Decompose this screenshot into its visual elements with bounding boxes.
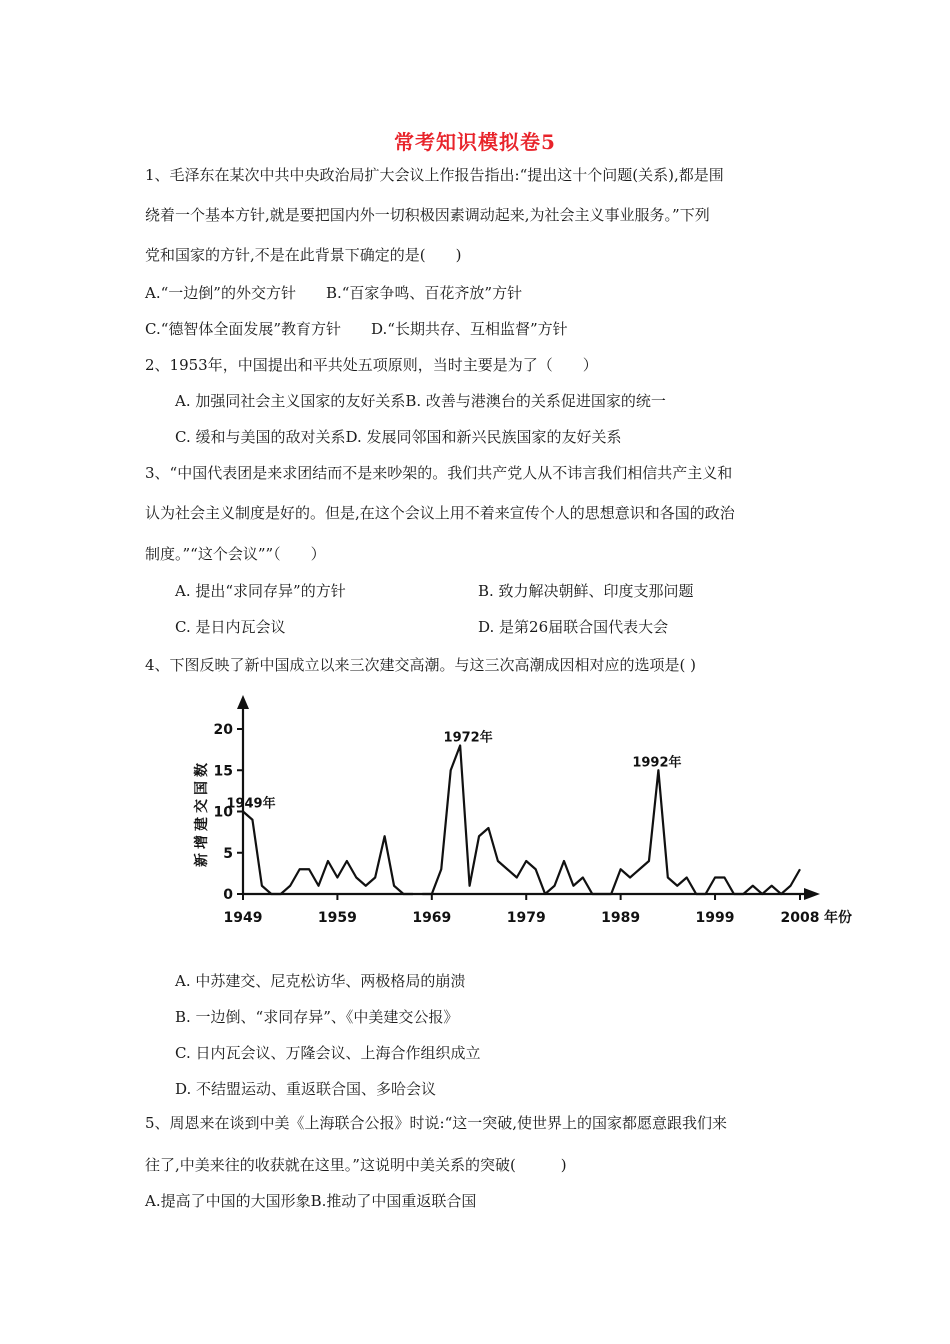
- diplomatic-relations-chart: [180, 695, 860, 935]
- q5-line-2: 往了,中美来往的收获就在这里。”这说明中美关系的突破( ): [145, 1156, 567, 1174]
- x-tick-label: 1959: [317, 910, 357, 926]
- q3-option-c: C. 是日内瓦会议: [175, 618, 286, 636]
- series-line: [243, 746, 800, 895]
- q3-option-d: D. 是第26届联合国代表大会: [478, 618, 669, 636]
- y-tick-label: 20: [213, 722, 233, 738]
- y-ticks: [214, 722, 243, 903]
- annotation-label: 1992年: [632, 755, 682, 771]
- x-axis-arrow: [804, 888, 820, 900]
- q4-stem: 4、下图反映了新中国成立以来三次建交高潮。与这三次高潮成因相对应的选项是( ): [145, 656, 697, 674]
- q3-option-a: A. 提出“求同存异”的方针: [175, 582, 346, 600]
- y-tick-label: 15: [213, 763, 233, 780]
- series-segment: [243, 812, 413, 895]
- x-tick-label: 1969: [412, 910, 452, 926]
- x-tick-label: 1949: [223, 910, 263, 926]
- q1-line-3: 党和国家的方针,不是在此背景下确定的是( ): [145, 246, 462, 264]
- q1-options-ab: A.“一边倒”的外交方针 B.“百家争鸣、百花齐放”方针: [145, 284, 523, 302]
- q4-option-a: A. 中苏建交、尼克松访华、两极格局的崩溃: [175, 972, 466, 990]
- q2-options-cd: C. 缓和与美国的敌对关系D. 发展同邻国和新兴民族国家的友好关系: [175, 428, 622, 446]
- q3-line-2: 认为社会主义制度是好的。但是,在这个会议上用不着来宣传个人的思想意识和各国的政治: [145, 504, 735, 522]
- q5-line-1: 5、周恩来在谈到中美《上海联合公报》时说:“这一突破,使世界上的国家都愿意跟我们来: [145, 1114, 728, 1132]
- x-ticks: [224, 894, 820, 926]
- y-tick-label: 10: [213, 804, 233, 821]
- annotations: [226, 730, 681, 812]
- q2-stem: 2、1953年，中国提出和平共处五项原则，当时主要是为了（ ）: [145, 356, 598, 374]
- annotation-label: 1972年: [443, 730, 493, 746]
- x-tick-label: 2008: [780, 910, 820, 926]
- y-axis-arrow: [237, 695, 249, 709]
- q3-line-3: 制度。”“这个会议””（ ）: [145, 545, 326, 563]
- x-tick-label: 1989: [601, 910, 641, 926]
- annotation-label: 1949年: [226, 796, 276, 812]
- x-axis-label: 年份: [824, 910, 852, 926]
- q4-option-c: C. 日内瓦会议、万隆会议、上海合作组织成立: [175, 1044, 481, 1062]
- y-tick-label: 0: [223, 887, 233, 903]
- q4-option-b: B. 一边倒、“求同存异”、《中美建交公报》: [175, 1008, 459, 1026]
- y-tick-label: 5: [223, 845, 233, 862]
- q1-line-1: 1、毛泽东在某次中共中央政治局扩大会议上作报告指出:“提出这十个问题(关系),都是围: [145, 166, 724, 184]
- q3-option-b: B. 致力解决朝鲜、印度支那问题: [478, 582, 694, 600]
- q3-line-1: 3、“中国代表团是来求团结而不是来吵架的。我们共产党人从不讳言我们相信共产主义和: [145, 464, 733, 482]
- x-tick-label: 1999: [695, 910, 735, 926]
- q4-option-d: D. 不结盟运动、重返联合国、多哈会议: [175, 1080, 437, 1098]
- series-segment: [422, 746, 800, 895]
- q1-options-cd: C.“德智体全面发展”教育方针 D.“长期共存、互相监督”方针: [145, 320, 568, 338]
- q1-line-2: 绕着一个基本方针,就是要把国内外一切积极因素调动起来,为社会主义事业服务。”下列: [145, 206, 710, 224]
- x-tick-label: 1979: [506, 910, 546, 926]
- q5-options-ab: A.提高了中国的大国形象B.推动了中国重返联合国: [145, 1192, 477, 1210]
- q2-options-ab: A. 加强同社会主义国家的友好关系B. 改善与港澳台的关系促进国家的统一: [175, 392, 666, 410]
- page-title: 常考知识模拟卷5: [394, 130, 556, 154]
- y-axis-label: 新增建交国数: [194, 759, 210, 867]
